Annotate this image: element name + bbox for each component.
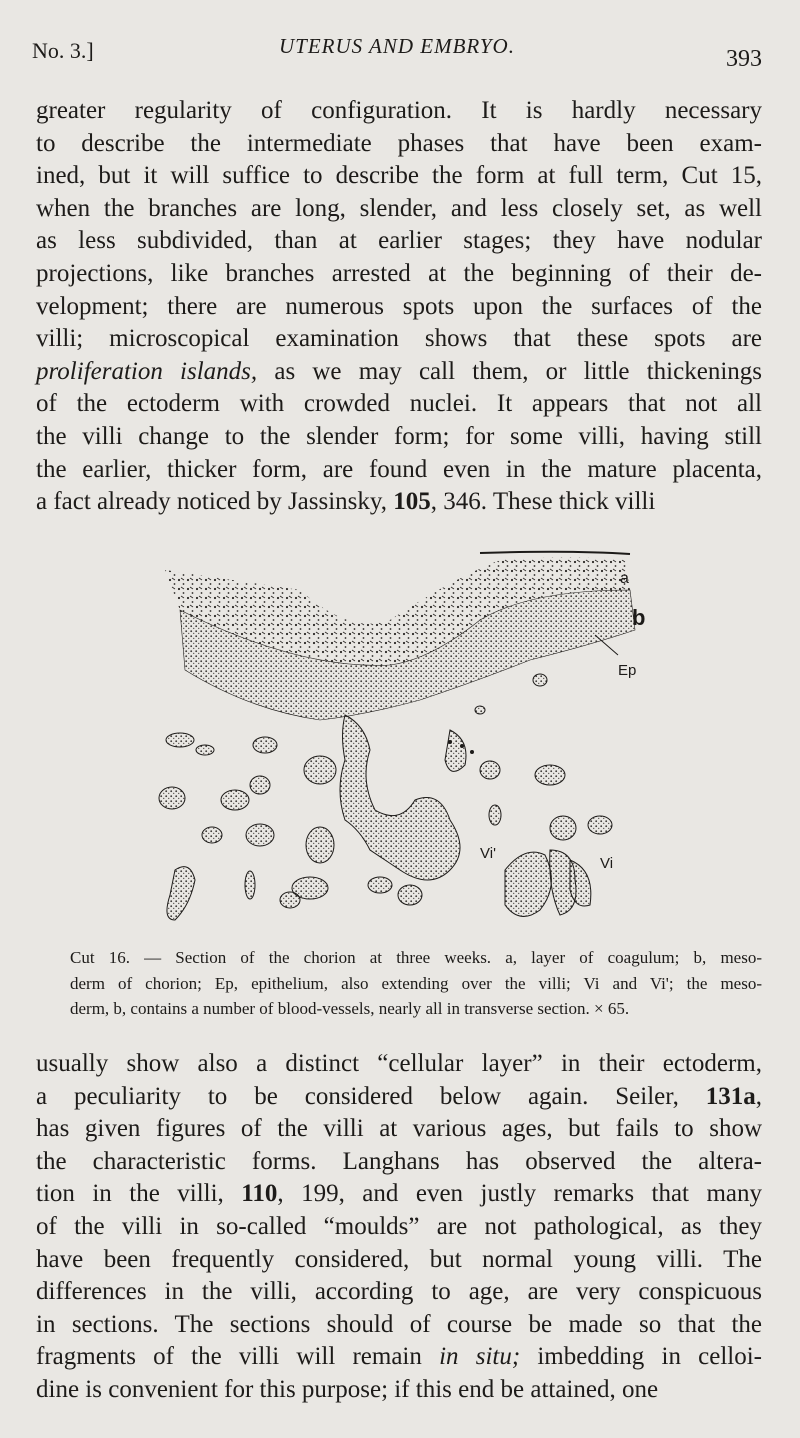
label-vi-prime: Vi' xyxy=(480,845,496,862)
page-number: 393 xyxy=(726,46,762,72)
text-line: the villi change to the slender form; for some villi, having still xyxy=(36,422,762,450)
text-run: , xyxy=(755,1082,762,1110)
reference-number: 110 xyxy=(241,1180,278,1208)
text-line: ined, but it will suffice to describe the form at full term, Cut 15, xyxy=(36,162,762,190)
paragraph-bottom xyxy=(36,1048,762,1407)
text-line: has given figures of the villi at various ages, but fails to show xyxy=(36,1115,762,1143)
text-run: tion in the villi, xyxy=(36,1180,242,1208)
text-line: to describe the intermediate phases that have been exam- xyxy=(36,129,762,157)
text-run: , 346. These thick villi xyxy=(430,488,656,516)
text-line xyxy=(36,356,762,389)
text-line: the characteristic forms. Langhans has observed the altera- xyxy=(36,1147,762,1175)
text-line: velopment; there are numerous spots upon the surfaces of the xyxy=(36,292,762,320)
text-line: usually show also a distinct “cellular layer” in their ectoderm, xyxy=(36,1050,762,1077)
label-a: a xyxy=(620,570,629,587)
text-line: the earlier, thicker form, are found even in the mature placenta, xyxy=(36,455,762,483)
villus-trunk xyxy=(340,715,460,880)
text-line: as less subdivided, than at earlier stages; they have nodular xyxy=(36,227,762,255)
text-line xyxy=(36,1341,762,1374)
emphasis: proliferation islands, xyxy=(36,357,258,385)
text-line: dine is convenient for this purpose; if this end be attained, one xyxy=(36,1375,659,1403)
text-run: as we may call them, or little thickenings xyxy=(257,357,762,385)
emphasis: in situ; xyxy=(439,1343,521,1371)
issue-number: No. 3.] xyxy=(32,38,94,63)
text-line xyxy=(36,1178,762,1211)
label-vi: Vi xyxy=(600,855,614,872)
text-run: a fact already noticed by Jassinsky, xyxy=(36,488,394,516)
text-run: a peculiarity to be considered below again. Seiler, xyxy=(36,1082,706,1110)
text-line: have been frequently considered, but normal young villi. The xyxy=(36,1245,762,1273)
chorion-section-figure xyxy=(150,550,760,935)
label-ep: Ep xyxy=(618,662,637,679)
paragraph-top xyxy=(36,95,762,519)
text-line: when the branches are long, slender, and less closely set, as well xyxy=(36,194,762,222)
caption-line: derm, b, contains a number of blood-vessels, nearly all in transverse section. × 65. xyxy=(70,999,630,1018)
text-line: of the ectoderm with crowded nuclei. It appears that not all xyxy=(36,390,762,418)
running-header xyxy=(32,32,762,72)
text-run: , 199, and even justly remarks that many xyxy=(277,1180,762,1208)
text-line xyxy=(36,486,762,519)
reference-number: 131a xyxy=(705,1082,756,1110)
reference-number: 105 xyxy=(393,488,431,516)
figure-caption xyxy=(70,945,762,1022)
text-line: villi; microscopical examination shows that these spots are xyxy=(36,325,762,353)
chorion-illustration xyxy=(150,550,760,935)
label-b: b xyxy=(632,605,646,630)
text-line xyxy=(36,1081,762,1114)
text-run: imbedding in celloi- xyxy=(520,1343,762,1371)
text-line: in sections. The sections should of course be made so that the xyxy=(36,1310,762,1338)
text-line: greater regularity of configuration. It is hardly necessary xyxy=(36,97,762,124)
running-title: UTERUS AND EMBRYO. xyxy=(279,34,515,58)
caption-line: Cut 16. — Section of the chorion at three weeks. a, layer of coagulum; b, meso- xyxy=(70,948,762,967)
caption-line: derm of chorion; Ep, epithelium, also extending over the villi; Vi and Vi'; the meso- xyxy=(70,973,762,993)
text-line: projections, like branches arrested at the beginning of their de- xyxy=(36,259,762,287)
text-line: of the villi in so-called “moulds” are not pathological, as they xyxy=(36,1212,762,1240)
text-line: differences in the villi, according to age, are very conspicuous xyxy=(36,1278,762,1306)
text-run: fragments of the villi will remain xyxy=(36,1343,440,1371)
